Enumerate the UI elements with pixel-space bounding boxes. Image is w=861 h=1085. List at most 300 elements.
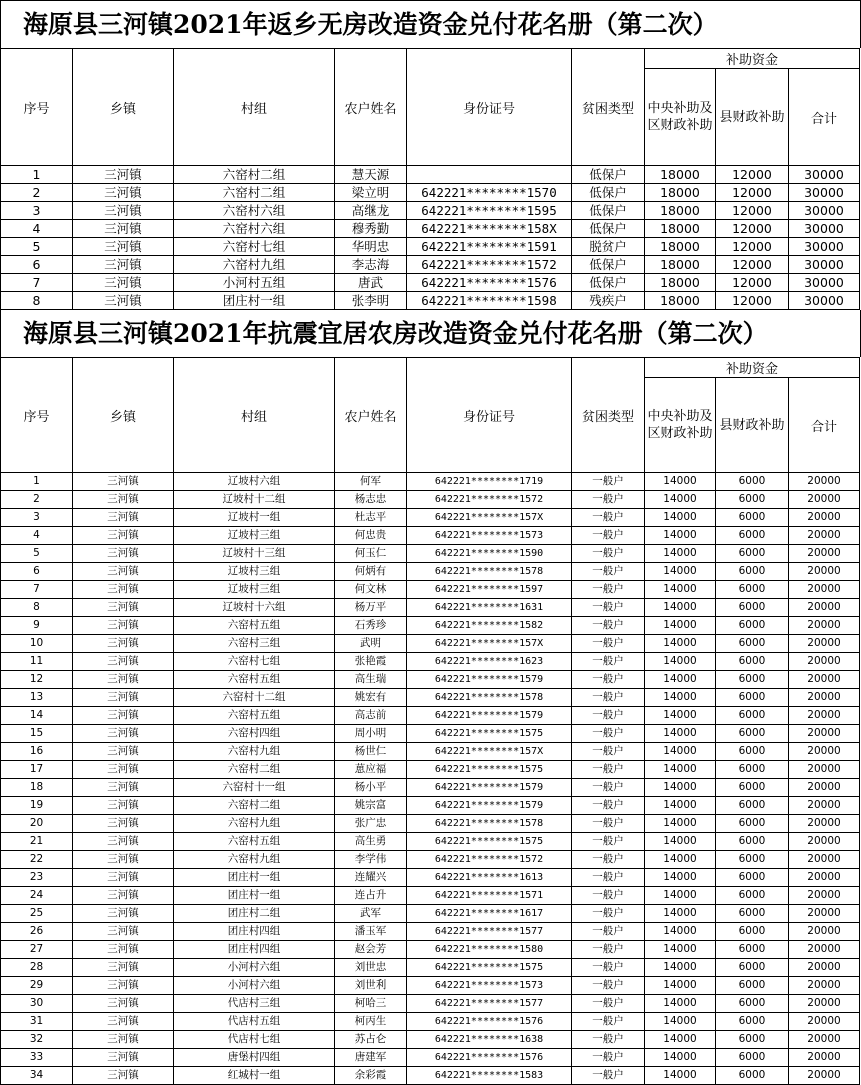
name-cell: 石秀珍 — [335, 617, 407, 635]
central-cell: 14000 — [645, 977, 716, 995]
t2-header-subsidy: 补助资金 — [645, 358, 860, 378]
central-cell: 14000 — [645, 761, 716, 779]
seq-cell: 5 — [1, 545, 73, 563]
total-cell: 20000 — [789, 815, 860, 833]
seq-cell: 30 — [1, 995, 73, 1013]
central-cell: 18000 — [645, 184, 716, 202]
table2-body — [1, 473, 860, 1085]
central-cell: 18000 — [645, 256, 716, 274]
poverty-cell: 一般户 — [572, 635, 645, 653]
town-cell: 三河镇 — [73, 959, 174, 977]
table-row — [1, 599, 860, 617]
name-cell: 柯哈三 — [335, 995, 407, 1013]
county-cell: 6000 — [716, 833, 789, 851]
village-cell: 辽坡村三组 — [174, 581, 335, 599]
town-cell: 三河镇 — [73, 581, 174, 599]
table-row — [1, 959, 860, 977]
name-cell: 连占升 — [335, 887, 407, 905]
town-cell: 三河镇 — [73, 509, 174, 527]
table-row — [1, 256, 860, 274]
town-cell: 三河镇 — [73, 166, 174, 184]
name-cell: 杨万平 — [335, 599, 407, 617]
central-cell: 14000 — [645, 941, 716, 959]
seq-cell: 1 — [1, 473, 73, 491]
name-cell: 高生勇 — [335, 833, 407, 851]
t1-header-total: 合计 — [789, 69, 860, 166]
seq-cell: 10 — [1, 635, 73, 653]
town-cell: 三河镇 — [73, 238, 174, 256]
central-cell: 14000 — [645, 1067, 716, 1085]
village-cell: 辽坡村十六组 — [174, 599, 335, 617]
name-cell: 何炳有 — [335, 563, 407, 581]
id-cell: 642221********1573 — [407, 977, 572, 995]
name-cell: 连耀兴 — [335, 869, 407, 887]
name-cell: 刘世利 — [335, 977, 407, 995]
poverty-cell: 一般户 — [572, 491, 645, 509]
seq-cell: 17 — [1, 761, 73, 779]
seq-cell: 5 — [1, 238, 73, 256]
central-cell: 14000 — [645, 653, 716, 671]
name-cell: 赵会芳 — [335, 941, 407, 959]
total-cell: 20000 — [789, 527, 860, 545]
total-cell: 20000 — [789, 725, 860, 743]
county-cell: 12000 — [716, 292, 789, 310]
total-cell: 20000 — [789, 707, 860, 725]
central-cell: 14000 — [645, 689, 716, 707]
seq-cell: 14 — [1, 707, 73, 725]
central-cell: 14000 — [645, 743, 716, 761]
central-cell: 18000 — [645, 220, 716, 238]
total-cell: 20000 — [789, 599, 860, 617]
town-cell: 三河镇 — [73, 1013, 174, 1031]
village-cell: 代店村七组 — [174, 1031, 335, 1049]
central-cell: 14000 — [645, 473, 716, 491]
table-row — [1, 238, 860, 256]
t2-header-poverty: 贫困类型 — [572, 358, 645, 473]
table2 — [0, 357, 860, 1085]
poverty-cell: 一般户 — [572, 995, 645, 1013]
name-cell: 华明忠 — [335, 238, 407, 256]
village-cell: 六窑村五组 — [174, 833, 335, 851]
poverty-cell: 一般户 — [572, 779, 645, 797]
name-cell: 何文林 — [335, 581, 407, 599]
t2-header-total: 合计 — [789, 378, 860, 473]
table-row — [1, 581, 860, 599]
seq-cell: 23 — [1, 869, 73, 887]
table1-body — [1, 166, 860, 310]
name-cell: 唐建军 — [335, 1049, 407, 1067]
county-cell: 6000 — [716, 851, 789, 869]
name-cell: 唐武 — [335, 274, 407, 292]
county-cell: 6000 — [716, 779, 789, 797]
name-cell: 李学伟 — [335, 851, 407, 869]
seq-cell: 22 — [1, 851, 73, 869]
id-cell: 642221********1590 — [407, 545, 572, 563]
town-cell: 三河镇 — [73, 815, 174, 833]
table-row — [1, 797, 860, 815]
central-cell: 14000 — [645, 527, 716, 545]
seq-cell: 31 — [1, 1013, 73, 1031]
village-cell: 团庄村四组 — [174, 923, 335, 941]
total-cell: 20000 — [789, 995, 860, 1013]
name-cell: 慧天源 — [335, 166, 407, 184]
county-cell: 6000 — [716, 905, 789, 923]
id-cell: 642221********1572 — [407, 256, 572, 274]
id-cell: 642221********1570 — [407, 184, 572, 202]
table-row — [1, 527, 860, 545]
poverty-cell: 一般户 — [572, 599, 645, 617]
id-cell: 642221********1578 — [407, 815, 572, 833]
central-cell: 14000 — [645, 617, 716, 635]
poverty-cell: 一般户 — [572, 941, 645, 959]
seq-cell: 3 — [1, 509, 73, 527]
central-cell: 14000 — [645, 1049, 716, 1067]
name-cell: 杨志忠 — [335, 491, 407, 509]
village-cell: 六窑村七组 — [174, 653, 335, 671]
town-cell: 三河镇 — [73, 635, 174, 653]
seq-cell: 3 — [1, 202, 73, 220]
table-row — [1, 1067, 860, 1085]
total-cell: 20000 — [789, 617, 860, 635]
central-cell: 14000 — [645, 635, 716, 653]
table-row — [1, 905, 860, 923]
village-cell: 六窑村五组 — [174, 671, 335, 689]
village-cell: 小河村六组 — [174, 977, 335, 995]
total-cell: 20000 — [789, 635, 860, 653]
town-cell: 三河镇 — [73, 184, 174, 202]
poverty-cell: 一般户 — [572, 1013, 645, 1031]
table-row — [1, 977, 860, 995]
central-cell: 18000 — [645, 202, 716, 220]
town-cell: 三河镇 — [73, 653, 174, 671]
total-cell: 20000 — [789, 797, 860, 815]
seq-cell: 29 — [1, 977, 73, 995]
seq-cell: 21 — [1, 833, 73, 851]
t2-header-id: 身份证号 — [407, 358, 572, 473]
name-cell: 何忠贵 — [335, 527, 407, 545]
county-cell: 6000 — [716, 1031, 789, 1049]
name-cell: 余彩霞 — [335, 1067, 407, 1085]
name-cell: 杨小平 — [335, 779, 407, 797]
name-cell: 何玉仁 — [335, 545, 407, 563]
central-cell: 14000 — [645, 1031, 716, 1049]
table-row — [1, 887, 860, 905]
county-cell: 6000 — [716, 545, 789, 563]
id-cell: 642221********1576 — [407, 274, 572, 292]
total-cell: 20000 — [789, 545, 860, 563]
id-cell: 642221********157X — [407, 635, 572, 653]
county-cell: 12000 — [716, 184, 789, 202]
poverty-cell: 一般户 — [572, 509, 645, 527]
central-cell: 14000 — [645, 707, 716, 725]
total-cell: 20000 — [789, 1031, 860, 1049]
t2-header-county: 县财政补助 — [716, 378, 789, 473]
total-cell: 20000 — [789, 923, 860, 941]
name-cell: 苏占仑 — [335, 1031, 407, 1049]
town-cell: 三河镇 — [73, 473, 174, 491]
poverty-cell: 一般户 — [572, 923, 645, 941]
table-row — [1, 617, 860, 635]
total-cell: 30000 — [789, 166, 860, 184]
county-cell: 12000 — [716, 202, 789, 220]
central-cell: 14000 — [645, 581, 716, 599]
county-cell: 6000 — [716, 491, 789, 509]
town-cell: 三河镇 — [73, 743, 174, 761]
id-cell: 642221********1583 — [407, 1067, 572, 1085]
village-cell: 六窑村二组 — [174, 761, 335, 779]
central-cell: 14000 — [645, 815, 716, 833]
poverty-cell: 一般户 — [572, 653, 645, 671]
village-cell: 辽坡村一组 — [174, 509, 335, 527]
table-row — [1, 220, 860, 238]
name-cell: 李志海 — [335, 256, 407, 274]
table-row — [1, 1013, 860, 1031]
id-cell: 642221********1579 — [407, 779, 572, 797]
village-cell: 小河村六组 — [174, 959, 335, 977]
poverty-cell: 一般户 — [572, 707, 645, 725]
table-row — [1, 689, 860, 707]
id-cell — [407, 166, 572, 184]
id-cell: 642221********1576 — [407, 1049, 572, 1067]
village-cell: 团庄村一组 — [174, 887, 335, 905]
county-cell: 6000 — [716, 689, 789, 707]
table-row — [1, 671, 860, 689]
poverty-cell: 低保户 — [572, 184, 645, 202]
table1 — [0, 48, 860, 310]
name-cell: 高继龙 — [335, 202, 407, 220]
t2-header-town: 乡镇 — [73, 358, 174, 473]
town-cell: 三河镇 — [73, 671, 174, 689]
poverty-cell: 一般户 — [572, 959, 645, 977]
county-cell: 6000 — [716, 563, 789, 581]
id-cell: 642221********158X — [407, 220, 572, 238]
county-cell: 12000 — [716, 166, 789, 184]
table-row — [1, 761, 860, 779]
central-cell: 14000 — [645, 545, 716, 563]
table-row — [1, 707, 860, 725]
county-cell: 6000 — [716, 761, 789, 779]
village-cell: 团庄村一组 — [174, 869, 335, 887]
central-cell: 14000 — [645, 833, 716, 851]
total-cell: 20000 — [789, 1067, 860, 1085]
seq-cell: 20 — [1, 815, 73, 833]
village-cell: 辽坡村十二组 — [174, 491, 335, 509]
poverty-cell: 一般户 — [572, 545, 645, 563]
central-cell: 18000 — [645, 274, 716, 292]
poverty-cell: 一般户 — [572, 833, 645, 851]
total-cell: 20000 — [789, 689, 860, 707]
town-cell: 三河镇 — [73, 869, 174, 887]
county-cell: 6000 — [716, 725, 789, 743]
total-cell: 30000 — [789, 274, 860, 292]
seq-cell: 9 — [1, 617, 73, 635]
total-cell: 20000 — [789, 833, 860, 851]
name-cell: 杜志平 — [335, 509, 407, 527]
t1-header-seq: 序号 — [1, 49, 73, 166]
seq-cell: 16 — [1, 743, 73, 761]
village-cell: 六窑村十一组 — [174, 779, 335, 797]
central-cell: 14000 — [645, 509, 716, 527]
table-row — [1, 1031, 860, 1049]
total-cell: 20000 — [789, 509, 860, 527]
total-cell: 30000 — [789, 220, 860, 238]
table2-title: 海原县三河镇2021年抗震宜居农房改造资金兑付花名册（第二次） — [0, 310, 861, 357]
seq-cell: 25 — [1, 905, 73, 923]
id-cell: 642221********1572 — [407, 851, 572, 869]
central-cell: 14000 — [645, 851, 716, 869]
town-cell: 三河镇 — [73, 202, 174, 220]
town-cell: 三河镇 — [73, 761, 174, 779]
total-cell: 20000 — [789, 887, 860, 905]
town-cell: 三河镇 — [73, 1031, 174, 1049]
t2-header-seq: 序号 — [1, 358, 73, 473]
county-cell: 6000 — [716, 995, 789, 1013]
county-cell: 6000 — [716, 707, 789, 725]
table-row — [1, 166, 860, 184]
table-row — [1, 941, 860, 959]
village-cell: 六窑村二组 — [174, 184, 335, 202]
table-row — [1, 563, 860, 581]
poverty-cell: 脱贫户 — [572, 238, 645, 256]
county-cell: 12000 — [716, 256, 789, 274]
name-cell: 梁立明 — [335, 184, 407, 202]
table-row — [1, 815, 860, 833]
county-cell: 12000 — [716, 220, 789, 238]
county-cell: 6000 — [716, 815, 789, 833]
town-cell: 三河镇 — [73, 833, 174, 851]
poverty-cell: 一般户 — [572, 1049, 645, 1067]
county-cell: 6000 — [716, 941, 789, 959]
name-cell: 刘世忠 — [335, 959, 407, 977]
poverty-cell: 一般户 — [572, 797, 645, 815]
village-cell: 辽坡村三组 — [174, 527, 335, 545]
total-cell: 30000 — [789, 292, 860, 310]
poverty-cell: 一般户 — [572, 761, 645, 779]
id-cell: 642221********1598 — [407, 292, 572, 310]
village-cell: 六窑村十二组 — [174, 689, 335, 707]
poverty-cell: 一般户 — [572, 851, 645, 869]
total-cell: 20000 — [789, 653, 860, 671]
village-cell: 小河村五组 — [174, 274, 335, 292]
village-cell: 六窑村二组 — [174, 797, 335, 815]
total-cell: 20000 — [789, 869, 860, 887]
total-cell: 20000 — [789, 1049, 860, 1067]
town-cell: 三河镇 — [73, 689, 174, 707]
poverty-cell: 一般户 — [572, 689, 645, 707]
total-cell: 20000 — [789, 761, 860, 779]
central-cell: 14000 — [645, 491, 716, 509]
table-row — [1, 545, 860, 563]
name-cell: 张艳霞 — [335, 653, 407, 671]
table-row — [1, 509, 860, 527]
t1-header-village: 村组 — [174, 49, 335, 166]
name-cell: 高志前 — [335, 707, 407, 725]
poverty-cell: 一般户 — [572, 743, 645, 761]
seq-cell: 24 — [1, 887, 73, 905]
name-cell: 柯丙生 — [335, 1013, 407, 1031]
county-cell: 6000 — [716, 671, 789, 689]
town-cell: 三河镇 — [73, 599, 174, 617]
county-cell: 6000 — [716, 977, 789, 995]
county-cell: 6000 — [716, 635, 789, 653]
poverty-cell: 一般户 — [572, 905, 645, 923]
seq-cell: 33 — [1, 1049, 73, 1067]
id-cell: 642221********1595 — [407, 202, 572, 220]
seq-cell: 32 — [1, 1031, 73, 1049]
seq-cell: 19 — [1, 797, 73, 815]
id-cell: 642221********1613 — [407, 869, 572, 887]
table-row — [1, 184, 860, 202]
village-cell: 六窑村九组 — [174, 851, 335, 869]
id-cell: 642221********1579 — [407, 797, 572, 815]
seq-cell: 1 — [1, 166, 73, 184]
id-cell: 642221********157X — [407, 509, 572, 527]
id-cell: 642221********1575 — [407, 761, 572, 779]
county-cell: 6000 — [716, 923, 789, 941]
county-cell: 6000 — [716, 869, 789, 887]
total-cell: 20000 — [789, 491, 860, 509]
poverty-cell: 一般户 — [572, 977, 645, 995]
seq-cell: 6 — [1, 563, 73, 581]
town-cell: 三河镇 — [73, 905, 174, 923]
town-cell: 三河镇 — [73, 977, 174, 995]
central-cell: 14000 — [645, 905, 716, 923]
table-row — [1, 491, 860, 509]
seq-cell: 7 — [1, 581, 73, 599]
seq-cell: 13 — [1, 689, 73, 707]
village-cell: 代店村三组 — [174, 995, 335, 1013]
total-cell: 20000 — [789, 779, 860, 797]
poverty-cell: 一般户 — [572, 1067, 645, 1085]
table-row — [1, 923, 860, 941]
village-cell: 六窑村四组 — [174, 725, 335, 743]
table-row — [1, 635, 860, 653]
seq-cell: 18 — [1, 779, 73, 797]
name-cell: 高生瑞 — [335, 671, 407, 689]
total-cell: 20000 — [789, 581, 860, 599]
id-cell: 642221********1582 — [407, 617, 572, 635]
town-cell: 三河镇 — [73, 256, 174, 274]
name-cell: 张广忠 — [335, 815, 407, 833]
total-cell: 20000 — [789, 1013, 860, 1031]
poverty-cell: 低保户 — [572, 256, 645, 274]
county-cell: 6000 — [716, 653, 789, 671]
t1-header-town: 乡镇 — [73, 49, 174, 166]
total-cell: 20000 — [789, 905, 860, 923]
id-cell: 642221********1579 — [407, 671, 572, 689]
id-cell: 642221********157X — [407, 743, 572, 761]
village-cell: 辽坡村六组 — [174, 473, 335, 491]
central-cell: 14000 — [645, 869, 716, 887]
town-cell: 三河镇 — [73, 1067, 174, 1085]
village-cell: 辽坡村十三组 — [174, 545, 335, 563]
t1-header-central: 中央补助及区财政补助 — [645, 69, 716, 166]
table-row — [1, 292, 860, 310]
id-cell: 642221********1591 — [407, 238, 572, 256]
total-cell: 20000 — [789, 959, 860, 977]
county-cell: 6000 — [716, 797, 789, 815]
town-cell: 三河镇 — [73, 220, 174, 238]
poverty-cell: 低保户 — [572, 202, 645, 220]
town-cell: 三河镇 — [73, 923, 174, 941]
t2-header-village: 村组 — [174, 358, 335, 473]
county-cell: 6000 — [716, 599, 789, 617]
table1-title: 海原县三河镇2021年返乡无房改造资金兑付花名册（第二次） — [0, 0, 861, 48]
seq-cell: 8 — [1, 292, 73, 310]
poverty-cell: 一般户 — [572, 581, 645, 599]
total-cell: 20000 — [789, 977, 860, 995]
poverty-cell: 低保户 — [572, 220, 645, 238]
